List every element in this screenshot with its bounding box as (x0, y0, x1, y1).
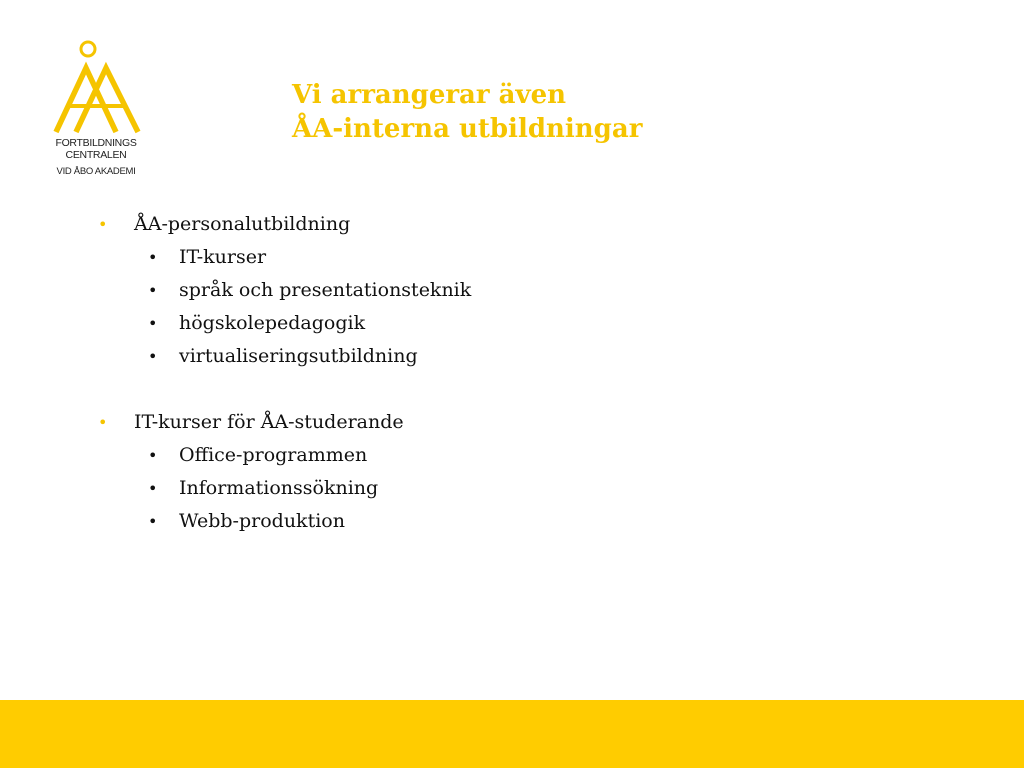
footer-band (0, 700, 1024, 768)
logo-text-line1: FORTBILDNINGS (55, 137, 137, 149)
bullet-icon: • (98, 215, 108, 234)
list-item-label: virtualiseringsutbildning (179, 345, 418, 367)
list-item-section (98, 208, 471, 241)
bullet-icon: • (148, 512, 158, 531)
slide-title-line2: ÅA-interna utbildningar (292, 114, 643, 144)
list-item-label: högskolepedagogik (179, 312, 366, 334)
list-item (98, 274, 471, 307)
aa-monogram-icon (46, 40, 146, 136)
list-item-label: Informationssökning (179, 477, 379, 499)
list-item (98, 439, 471, 472)
bullet-icon: • (148, 347, 158, 366)
bullet-icon: • (148, 248, 158, 267)
section-label: ÅA-personalutbildning (134, 213, 351, 235)
logo-text-line3: VID ÅBO AKADEMI (56, 166, 136, 177)
bullet-icon: • (98, 413, 108, 432)
logo-text-line2: CENTRALEN (65, 149, 127, 161)
slide-title-line1: Vi arrangerar även (292, 80, 567, 110)
bullet-icon: • (148, 314, 158, 333)
list-item (98, 241, 471, 274)
list-item (98, 307, 471, 340)
bullet-list (98, 208, 471, 538)
list-item-label: Office-programmen (179, 444, 368, 466)
logo (46, 40, 156, 185)
list-item (98, 505, 471, 538)
list-item (98, 340, 471, 373)
list-item-label: språk och presentationsteknik (179, 279, 472, 301)
list-item (98, 472, 471, 505)
bullet-icon: • (148, 479, 158, 498)
slide-title (292, 78, 642, 146)
list-item-label: Webb-produktion (179, 510, 345, 532)
list-item-section (98, 406, 471, 439)
list-item-label: IT-kurser (179, 246, 267, 268)
section-spacer (98, 373, 471, 406)
section-label: IT-kurser för ÅA-studerande (134, 411, 404, 433)
bullet-icon: • (148, 281, 158, 300)
bullet-icon: • (148, 446, 158, 465)
